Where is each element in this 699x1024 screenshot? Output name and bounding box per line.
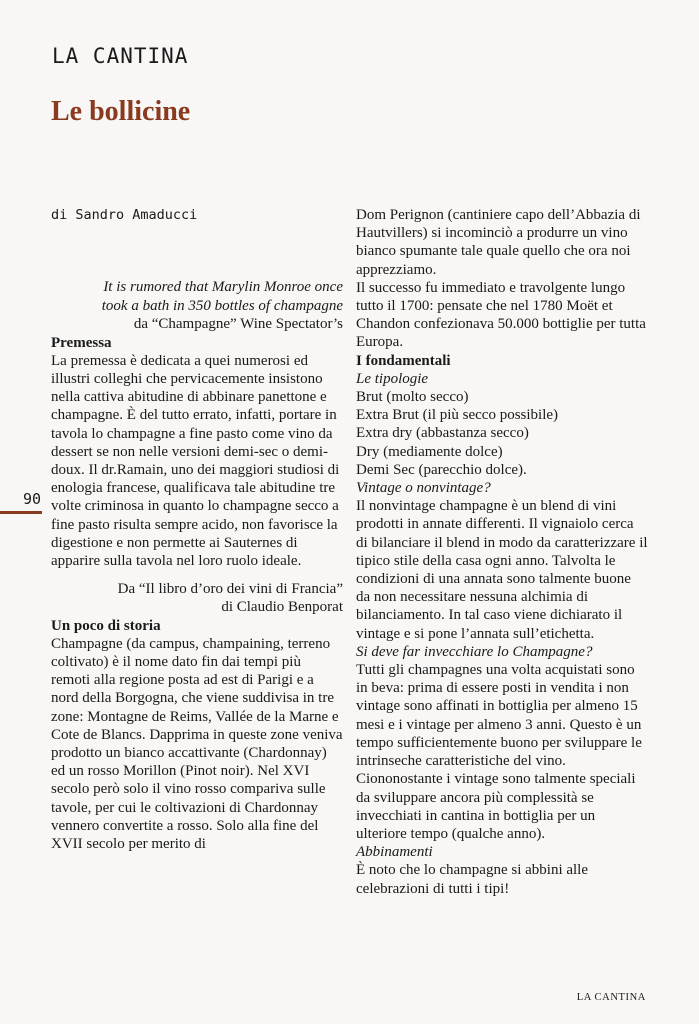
storia-continued-text: Dom Perignon (cantiniere capo dell’Abbazia di Hautvillers) si incominciò a produrre un vino bianco spumante tale quale quello che ora noi apprezziamo.: [356, 207, 641, 278]
tipologia-item: Extra dry (abbastanza secco): [356, 425, 529, 442]
abbinamenti-text: È noto che lo champagne si abbini alle celebrazioni di tutti i tipi!: [356, 862, 589, 897]
article-title: Le bollicine: [51, 96, 191, 127]
running-footer: LA CANTINA: [576, 992, 646, 1003]
premessa-text: La premessa è dedicata a quei numerosi ed illustri colleghi che pervicacemente insistono nella cattiva abitudine di abbinare panettone e champagne. È del tutto errato, infatti, portare in tavola lo champagne a fine pasto come vino da dessert se non nelle versioni demi-sec o demi-doux. Il dr.Ramain, uno dei maggiori studiosi di enologia francese, qualificava tale abitudine tre volte criminosa in quanto lo champagne secco a fine pasto risulta sempre acido, non favorisce la digestione e non permette ai Sauternes di apparire sulla tavola nel loro ruolo ideale.: [51, 352, 340, 569]
section-label: LA CANTINA: [52, 44, 189, 68]
tipologia-item: Brut (molto secco): [356, 389, 469, 406]
epigraph: [51, 278, 343, 334]
page-marker-rule: [0, 511, 42, 514]
subheading-tipologie: Le tipologie: [356, 370, 429, 387]
storia-text-2: Il successo fu immediato e travolgente lungo tutto il 1700: pensate che nel 1780 Moët et Chandon confezionava 50.000 bottiglie per tutta Europa.: [356, 279, 646, 351]
page-number: 90: [23, 490, 42, 508]
epigraph-source: da “Champagne” Wine Spectator’s: [133, 316, 343, 332]
tipologia-item: Demi Sec (parecchio dolce).: [356, 461, 527, 478]
premessa-source: [51, 580, 343, 616]
storia-text: Champagne (da campus, champaining, terreno coltivato) è il nome dato fin dai tempi più remoti alla regione posta ad est di Parigi e a nord della Borgogna, che viene suddivisa in tre zone: Montagne de Reims, Vallée de la Marne e Cote de Blancs. Dapprima in queste zone veniva prodotto un bianco accattivante (Chardonnay) ed un rosso Morillon (Pinot noir). Nel XVI secolo però solo il vino rosso compariva sulle tavole, per cui le coltivazioni di Chardonnay vennero convertite a rosso. Solo alla fine del XVII secolo per merito di: [51, 635, 343, 852]
vintage-text: Il nonvintage champagne è un blend di vini prodotti in annate differenti. Il vignaiolo cerca di bilanciare il blend in modo da caratterizzare il tipico stile della casa ogni anno. Talvolta le condizioni di una annata sono talmente buone da non necessitare nessuna alchimia di bilanciamento. In tal caso viene dichiarato il vintage e si pone l’annata sull’etichetta.: [356, 498, 648, 642]
section-heading-fondamentali: I fondamentali: [356, 352, 451, 369]
section-heading-premessa: Premessa: [51, 334, 112, 351]
author-byline: di Sandro Amaducci: [51, 207, 198, 223]
tipologia-item: Dry (mediamente dolce): [356, 443, 503, 460]
premessa-source-line-1: Da “Il libro d’oro dei vini di Francia”: [117, 581, 343, 598]
tipologia-item: Extra Brut (il più secco possibile): [356, 407, 559, 424]
subheading-invecchiare: Si deve far invecchiare lo Champagne?: [356, 643, 593, 660]
epigraph-line-1: It is rumored that Marylin Monroe once: [103, 279, 343, 295]
invecchiare-text: Tutti gli champagnes una volta acquistati sono in beva: prima di essere posti in vendita i non vintage sono affinati in bottiglia per almeno 15 mesi e i vintage per almeno 3 anni. Questo è un tempo sufficientemente buono per sviluppare le intrinseche caratteristiche del vino. Ciononostante i vintage sono talmente speciali da sviluppare ancora più complessità se invecchiati in cantina in bottiglia per un ulteriore tempo (qualche anno).: [356, 662, 642, 842]
subheading-abbinamenti: Abbinamenti: [356, 844, 433, 861]
epigraph-line-2: took a bath in 350 bottles of champagne: [101, 297, 343, 314]
right-column: [356, 206, 648, 898]
subheading-vintage: Vintage o nonvintage?: [356, 480, 491, 497]
left-column: [51, 206, 343, 853]
section-heading-storia: Un poco di storia: [51, 617, 161, 634]
premessa-source-line-2: di Claudio Benporat: [221, 599, 343, 616]
